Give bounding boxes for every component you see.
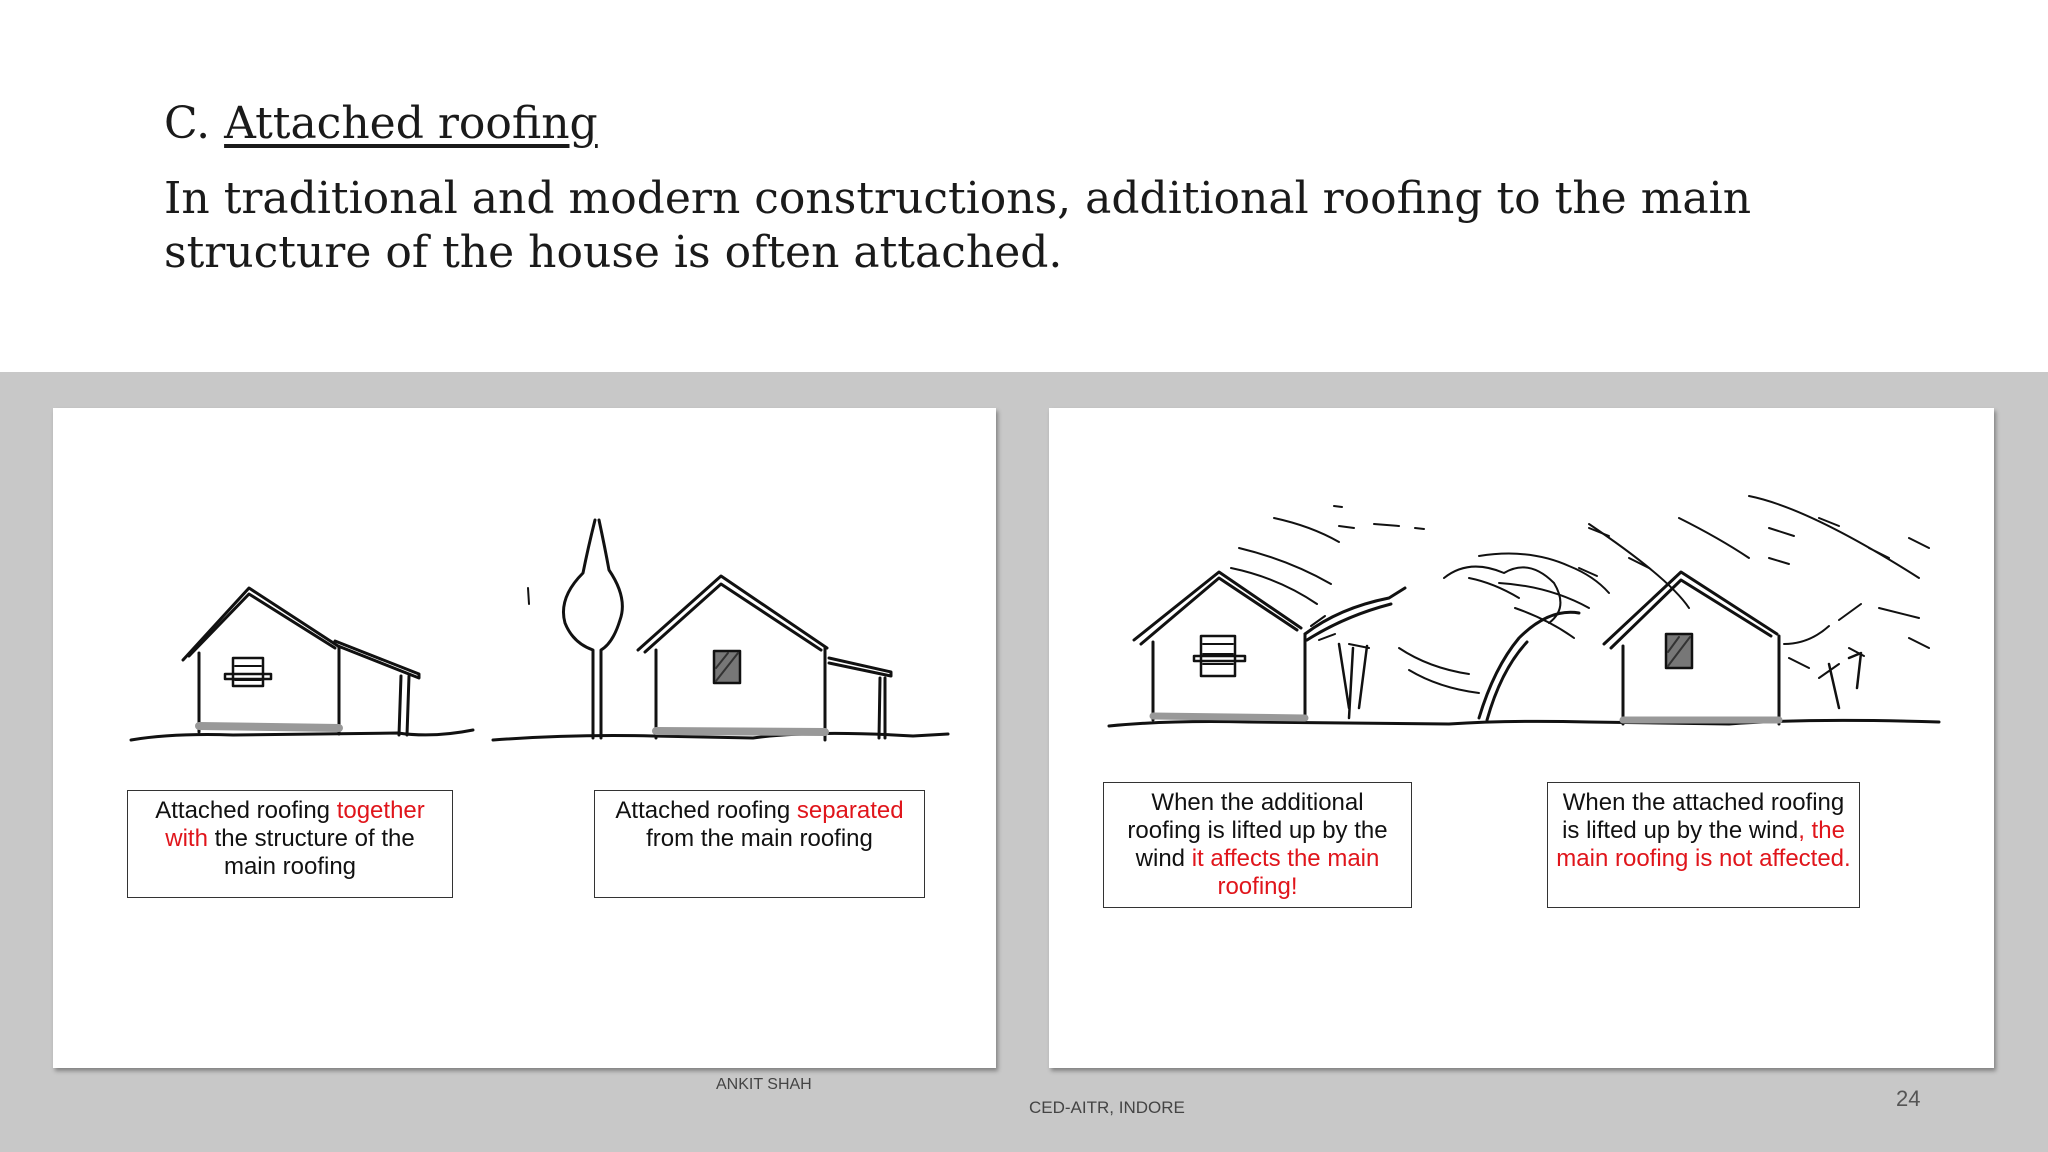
page-number: 24 xyxy=(1896,1086,1921,1111)
caption-highlight: together with xyxy=(165,797,425,852)
caption-text: Attached roofing xyxy=(615,797,797,824)
caption-highlight: it affects the main roofing! xyxy=(1191,845,1380,900)
caption-highlight: , the main roofing is not affected. xyxy=(1556,817,1851,872)
figure-panel-left xyxy=(53,408,996,1068)
footer-organization: CED-AITR, INDORE xyxy=(1029,1098,1185,1117)
caption-text: When the attached roofing is lifted up by the wind xyxy=(1562,789,1845,844)
caption-text: from the main roofing xyxy=(646,825,873,852)
heading-prefix: C. xyxy=(164,98,225,149)
caption-attached-separated xyxy=(594,790,925,898)
caption-text: the structure of the main roofing xyxy=(207,825,415,880)
caption-text: Attached roofing xyxy=(155,797,337,824)
slide-heading xyxy=(164,94,598,154)
figure-panel-right xyxy=(1049,408,1994,1068)
house-illustration-left xyxy=(53,408,996,1068)
house-illustration-right xyxy=(1049,408,1994,1068)
caption-attached-lifted xyxy=(1547,782,1860,908)
heading-title: Attached roofing xyxy=(224,98,598,149)
slide-body-text: In traditional and modern constructions, additional roofing to the main structure of the house is often attached. xyxy=(164,173,1752,278)
footer-author: ANKIT SHAH xyxy=(716,1076,812,1093)
caption-additional-lifted xyxy=(1103,782,1412,908)
caption-highlight: separated xyxy=(796,797,904,824)
caption-attached-together xyxy=(127,790,453,898)
caption-text: When the additional roofing is lifted up by the wind xyxy=(1127,789,1388,872)
